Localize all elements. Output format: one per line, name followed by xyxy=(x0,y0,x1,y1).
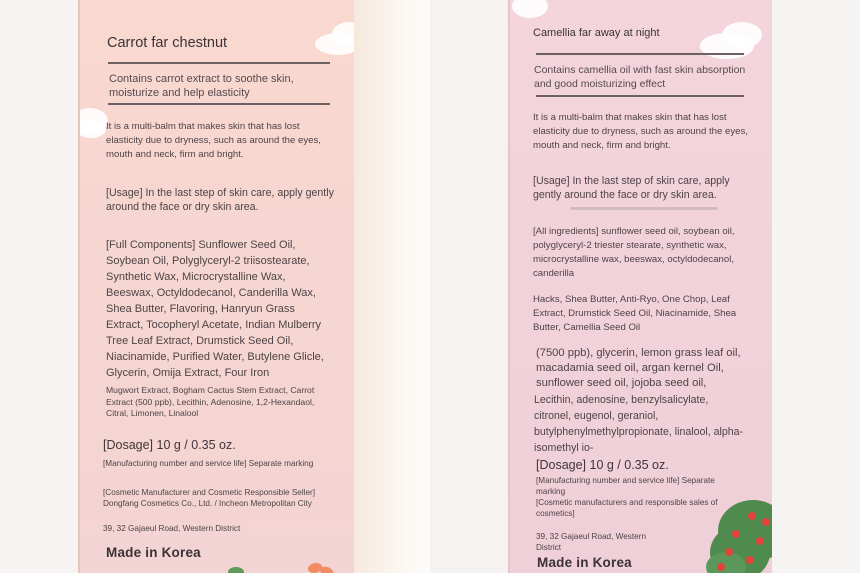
ingredients-text-2: Hacks, Shea Butter, Anti-Ryo, One Chop, Leaf Extract, Drumstick Seed Oil, Niacinamide, Shea Butter, Camellia Seed Oil xyxy=(533,294,737,333)
cloud-illustration xyxy=(512,0,548,18)
title-divider xyxy=(108,62,330,64)
address-text: 39, 32 Gajaeul Road, Western District xyxy=(536,532,646,552)
ingredients-text: [All ingredients] sunflower seed oil, soybean oil, polyglyceryl-2 triester stearate, synthetic wax, microcrystalline wax, beeswax, octyldodecanol, canderilla xyxy=(533,226,735,279)
carrot-box-panel xyxy=(78,0,354,573)
usage-text: [Usage] In the last step of skin care, apply gently around the face or dry skin area. xyxy=(533,175,730,201)
manufacturer-text: [Cosmetic Manufacturer and Cosmetic Responsible Seller] Dongfang Cosmetics Co., Ltd. / Incheon Metropolitan City xyxy=(103,488,316,508)
camellia-flower-icon xyxy=(717,563,725,571)
camellia-flower-icon xyxy=(748,512,756,520)
product-description: It is a multi-balm that makes skin that has lost elasticity due to dryness, such as around the eyes, mouth and neck, firm and bright. xyxy=(106,121,321,160)
background-left xyxy=(0,0,78,573)
camellia-flower-icon xyxy=(725,548,733,556)
dosage-text: [Dosage] 10 g / 0.35 oz. xyxy=(103,438,236,452)
components-text: [Full Components] Sunflower Seed Oil, Soybean Oil, Polyglyceryl-2 triisostearate, Synthetic Wax, Microcrystalline Wax, Beeswax, Octyldodecanol, Canderilla Wax, Shea Butter, Flavoring, Hanryun Grass Extract, Tocopheryl Acetate, Indian Mulberry Tree Leaf Extract, Drumstick Seed Oil, Niacinamide, Purified Water, Butylene Glicle, Glycerin, Omija Extract, Four Iron xyxy=(106,239,324,379)
product-lead: Contains camellia oil with fast skin absorption and good moisturizing effect xyxy=(534,64,746,90)
leaf-illustration xyxy=(228,567,244,573)
manufacturing-text: [Manufacturing number and service life] Separate marking xyxy=(103,459,314,468)
camellia-flower-icon xyxy=(746,556,754,564)
product-lead: Contains carrot extract to soothe skin, moisturize and help elasticity xyxy=(109,73,294,99)
product-title: Camellia far away at night xyxy=(533,27,660,39)
cloud-illustration xyxy=(722,22,762,48)
camellia-box-panel xyxy=(508,0,772,573)
ingredients-text-3: (7500 ppb), glycerin, lemon grass leaf oil, macadamia seed oil, argan kernel Oil, sunflower seed oil, jojoba seed oil, xyxy=(536,347,741,390)
manufacturing-text: [Manufacturing number and service life] Separate marking xyxy=(536,476,715,496)
lead-divider xyxy=(536,95,744,97)
camellia-flower-icon xyxy=(762,518,770,526)
usage-text: [Usage] In the last step of skin care, apply gently around the face or dry skin area. xyxy=(106,187,334,213)
cloud-illustration xyxy=(78,120,106,138)
origin-label: Made in Korea xyxy=(106,545,201,560)
dosage-text: [Dosage] 10 g / 0.35 oz. xyxy=(536,458,669,472)
title-divider xyxy=(536,53,744,55)
camellia-flower-icon xyxy=(756,537,764,545)
product-description: It is a multi-balm that makes skin that has lost elasticity due to dryness, such as around the eyes, mouth and neck, firm and bright. xyxy=(533,112,748,151)
address-text: 39, 32 Gajaeul Road, Western District xyxy=(103,524,241,533)
ingredients-text-4: Lecithin, adenosine, benzylsalicylate, citronel, eugenol, geraniol, butylphenylmethylpropionate, linalool, alpha-isomethyl io- xyxy=(534,394,744,454)
background-right xyxy=(770,0,860,573)
background-middle xyxy=(352,0,430,573)
product-title: Carrot far chestnut xyxy=(107,35,228,51)
components-text-continued: Mugwort Extract, Bogham Cactus Stem Extract, Carrot Extract (500 ppb), Lecithin, Adenosine, 1,2-Hexandaol, Citral, Limonen, Linalool xyxy=(106,385,315,418)
lead-divider xyxy=(108,103,330,105)
obscured-text xyxy=(570,207,718,210)
camellia-flower-icon xyxy=(732,530,740,538)
background-gap xyxy=(430,0,508,573)
origin-label: Made in Korea xyxy=(537,555,632,570)
manufacturer-text: [Cosmetic manufacturers and responsible sales of cosmetics] xyxy=(536,498,718,518)
